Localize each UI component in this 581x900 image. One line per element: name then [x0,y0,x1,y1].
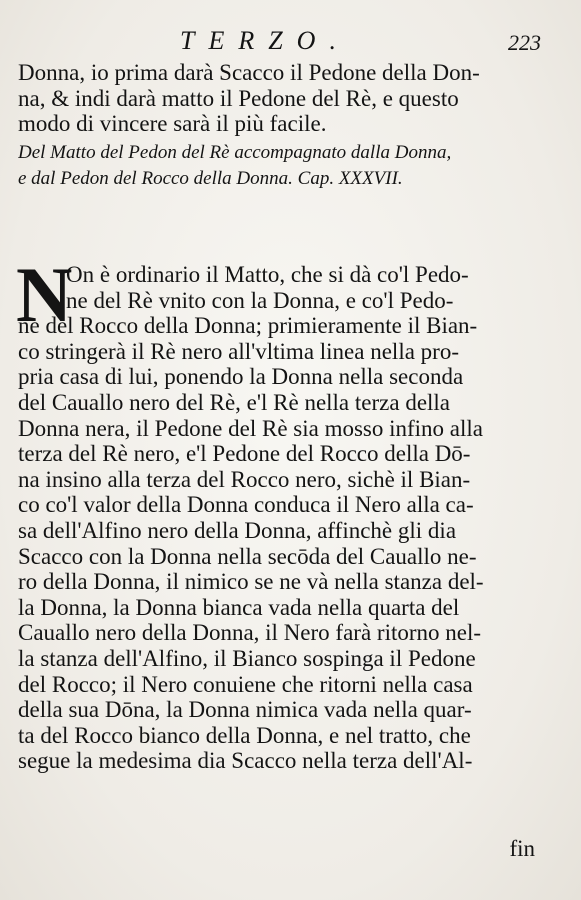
text-line: na insino alla terza del Rocco nero, sichè il Bian- [18,466,471,492]
text-line: On è ordinario il Matto, che si dà co'l Pedo- [66,262,469,287]
text-line: segue la medesima dia Scacco nella terza dell'Al- [18,748,473,774]
text-line: Donna nera, il Pedone del Rè sia mosso infino alla [18,415,484,441]
drop-cap: N [16,251,73,338]
text-line: ta del Rocco bianco della Donna, e nel tratto, che [18,722,471,748]
text-line: Donna, io prima darà Scacco il Pedone della Don- [18,60,480,85]
text-line: la Donna, la Donna bianca vada nella quarta del [18,594,460,620]
text-line: della sua Dōna, la Donna nimica vada nella quar- [18,697,472,723]
text-line: ro della Donna, il nimico se ne và nella stanza del- [18,569,484,595]
text-line: pria casa di lui, ponendo la Donna nella seconda [18,364,464,390]
chapter-heading-line: e dal Pedon del Rocco della Donna. Cap. XXXVII. [18,167,403,189]
chapter-body [18,262,554,774]
running-head: TERZO. [180,26,350,55]
opening-paragraph [18,60,554,137]
text-line: co stringerà il Rè nero all'vltima linea nella pro- [18,338,459,364]
page-number: 223 [508,30,541,55]
text-line: na, & indi darà matto il Pedone del Rè, e questo [18,85,459,111]
text-line: ne del Rocco della Donna; primieramente il Bian- [18,313,478,339]
chapter-heading-line: Del Matto del Pedon del Rè accompagnato dalla Donna, [18,142,452,163]
catchword: fin [509,836,535,861]
text-line: ne del Rè vnito con la Donna, e co'l Pedo- [66,287,454,313]
chapter-heading [18,140,554,191]
text-line: la stanza dell'Alfino, il Bianco sospinga il Pedone [18,645,476,671]
text-line: terza del Rè nero, e'l Pedone del Rocco della Dō- [18,441,471,467]
text-line: modo di vincere sarà il più facile. [18,111,327,137]
text-line: co co'l valor della Donna conduca il Nero alla ca- [18,492,474,518]
text-line: del Rocco; il Nero conuiene che ritorni nella casa [18,671,473,697]
text-line: Cauallo nero della Donna, il Nero farà ritorno nel- [18,620,482,646]
text-line: del Cauallo nero del Rè, e'l Rè nella terza della [18,389,451,415]
text-line: Scacco con la Donna nella secōda del Cauallo ne- [18,543,477,569]
text-line: sa dell'Alfino nero della Donna, affinchè gli dia [18,517,457,543]
